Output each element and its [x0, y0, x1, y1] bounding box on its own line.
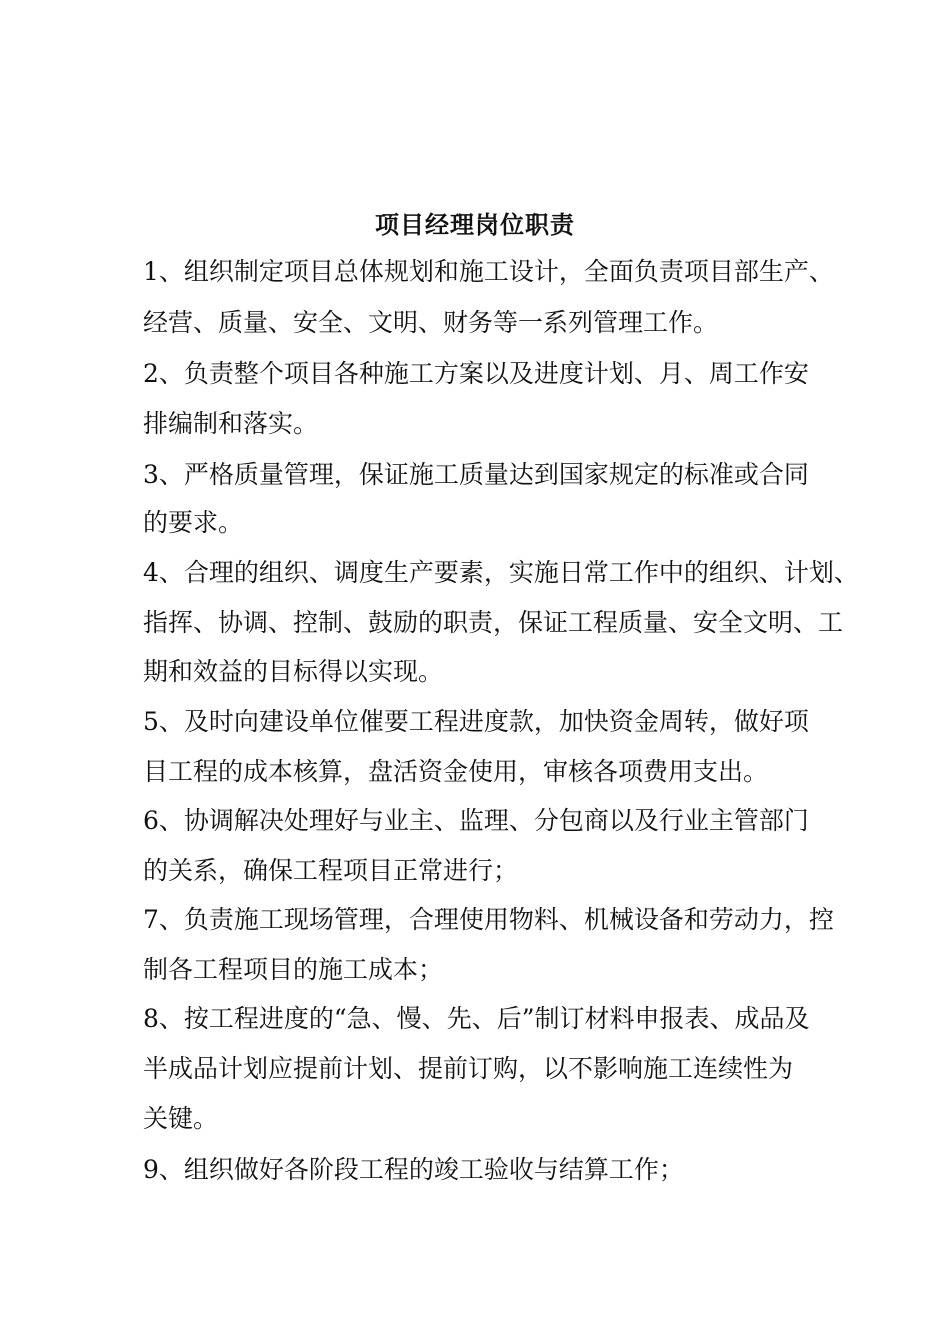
text-line: 3、严格质量管理，保证施工质量达到国家规定的标准或合同: [143, 460, 809, 489]
text-line: 1、组织制定项目总体规划和施工设计，全面负责项目部生产、: [143, 257, 834, 286]
text-line: 排编制和落实。: [143, 409, 319, 438]
text-line: 目工程的成本核算，盘活资金使用，审核各项费用支出。: [143, 757, 769, 786]
text-line: 半成品计划应提前计划、提前订购，以不影响施工连续性为: [143, 1054, 794, 1083]
text-line: 2、负责整个项目各种施工方案以及进度计划、月、周工作安: [143, 359, 809, 388]
text-line: 指挥、协调、控制、鼓励的职责，保证工程质量、安全文明、工: [143, 608, 844, 637]
text-line: 4、合理的组织、调度生产要素，实施日常工作中的组织、计划、: [143, 558, 859, 587]
text-line: 6、协调解决处理好与业主、监理、分包商以及行业主管部门: [143, 806, 809, 835]
text-line: 制各工程项目的施工成本；: [143, 955, 444, 984]
text-line: 的关系，确保工程项目正常进行；: [143, 856, 519, 885]
text-line: 9、组织做好各阶段工程的竣工验收与结算工作；: [143, 1155, 684, 1184]
text-line: 的要求。: [143, 508, 244, 537]
text-line: 8、按工程进度的“急、慢、先、后”制订材料申报表、成品及: [143, 1004, 810, 1033]
text-line: 5、及时向建设单位催要工程进度款，加快资金周转，做好项: [143, 707, 809, 736]
document-title: 项目经理岗位职责: [375, 210, 575, 239]
text-line: 7、负责施工现场管理，合理使用物料、机械设备和劳动力，控: [143, 905, 834, 934]
text-line: 经营、质量、安全、文明、财务等一系列管理工作。: [143, 308, 719, 337]
text-line: 期和效益的目标得以实现。: [143, 657, 444, 686]
text-line: 关键。: [143, 1104, 219, 1133]
